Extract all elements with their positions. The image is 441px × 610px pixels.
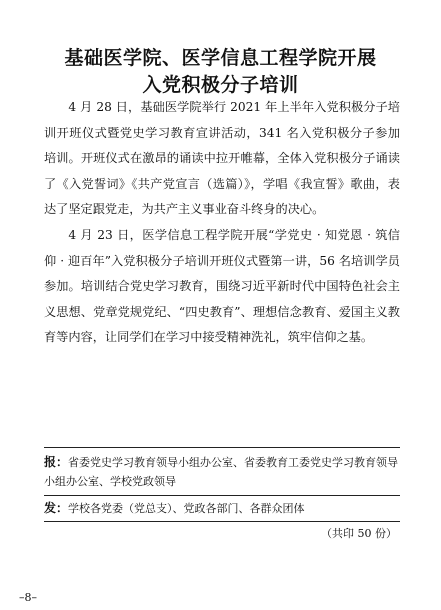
page-number: –8– (19, 591, 37, 604)
print-copies: （共印 50 份） (321, 527, 397, 540)
divider-middle (44, 495, 400, 496)
send-to-label: 发： (44, 501, 69, 515)
report-to-text: 省委党史学习教育领导小组办公室、省委教育工委党史学习教育领导小组办公室、学校党政领导 (44, 456, 399, 488)
paragraph-medical-info-engineering: 4 月 23 日，医学信息工程学院开展“学党史 · 知党恩 · 筑信仰 · 迎百年”入党积极分子培训开班仪式暨第一讲，56 名培训学员参加。培训结合党史学习教育，围绕习近平新时代中国特色社会主义思想、党章党规党纪、“四史教育”、理想信念教育、爱国主义教育等内容，让同学们在学习中接受精神洗礼，筑牢信仰之基。 (44, 228, 400, 344)
send-to-section (44, 499, 400, 518)
divider-top (44, 447, 400, 448)
send-to-text: 学校各党委（党总支）、党政各部门、各群众团体 (68, 502, 305, 515)
divider-bottom (44, 521, 400, 522)
paragraph-basic-medicine: 4 月 28 日，基础医学院举行 2021 年上半年入党积极分子培训开班仪式暨党史学习教育宣讲活动，341 名入党积极分子参加培训。开班仪式在激昂的诵读中拉开帷幕，全体入党积极分子诵读了《入党誓词》《共产党宣言（选篇）》，学唱《我宣誓》歌曲，表达了坚定跟党走，为共产主义事业奋斗终身的决心。 (44, 100, 400, 216)
report-to-label: 报： (44, 455, 69, 469)
document-title-line-1: 基础医学院、医学信息工程学院开展 (64, 47, 377, 69)
report-to-section (44, 453, 400, 491)
document-title-line-2: 入党积极分子培训 (142, 74, 299, 96)
